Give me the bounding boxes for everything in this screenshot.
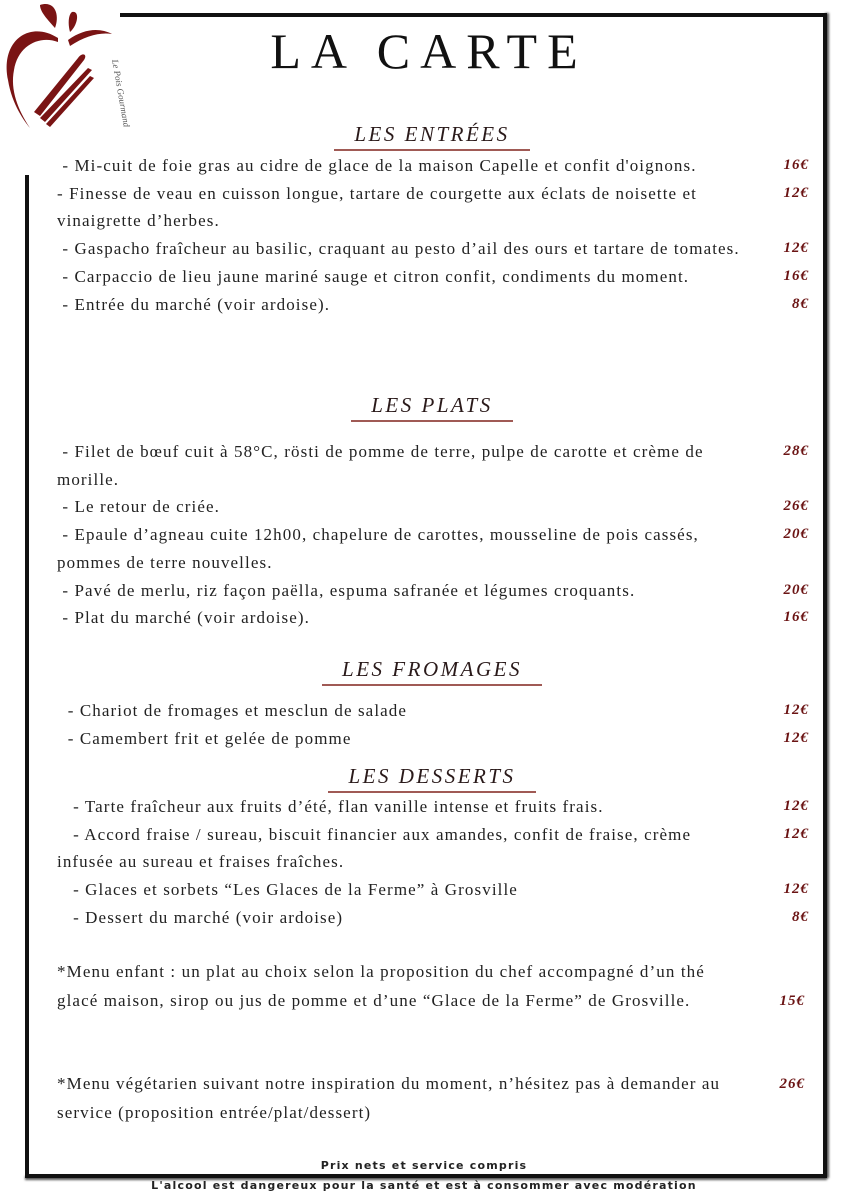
page-title: LA CARTE (270, 23, 588, 79)
menu-item (57, 521, 809, 576)
menu-item (57, 697, 809, 725)
section-heading: LES PLATS (351, 393, 513, 422)
frame-border-right (823, 13, 827, 1178)
menu-item (57, 876, 809, 904)
menu-item-text: - Camembert frit et gelée de pomme (57, 728, 352, 748)
section-heading-fromages (57, 657, 807, 686)
section-heading: LES FROMAGES (322, 657, 542, 686)
footer-prices-note: Prix nets et service compris (320, 1159, 528, 1172)
section-heading-entrees (57, 122, 807, 151)
menu-item-price: 8€ (792, 295, 809, 312)
frame-border-left (25, 175, 29, 1178)
section-heading-desserts (57, 764, 807, 793)
menu-item (57, 793, 809, 821)
menu-item-price: 12€ (783, 240, 809, 257)
section-heading: LES DESSERTS (328, 764, 535, 793)
menu-item-text: - Filet de bœuf cuit à 58°C, rösti de pomme de terre, pulpe de carotte et crème de morille. (57, 442, 709, 489)
menu-item-price: 20€ (783, 581, 809, 598)
menu-item-text: - Accord fraise / sureau, biscuit financier aux amandes, confit de fraise, crème infusée au sureau et fraises fraîches. (57, 824, 697, 872)
menu-item (57, 152, 809, 180)
menu-item-price: 12€ (783, 881, 809, 898)
note-text: *Menu enfant : un plat au choix selon la proposition du chef accompagné d’un thé glacé maison, sirop ou jus de pomme et d’une “Glace de la Ferme” de Grosville. (57, 962, 705, 1010)
menu-item-text: - Gaspacho fraîcheur au basilic, craquant au pesto d’ail des ours et tartare de tomates. (57, 239, 740, 259)
section-items-desserts (57, 793, 807, 932)
menu-item-text: - Glaces et sorbets “Les Glaces de la Ferme” à Grosville (57, 880, 518, 900)
frame-border-bottom (25, 1174, 827, 1178)
menu-item (57, 235, 809, 263)
menu-item-price: 28€ (783, 443, 809, 459)
menu-item-text: - Plat du marché (voir ardoise). (57, 608, 310, 628)
menu-item (57, 493, 809, 521)
menu-item-price: 26€ (783, 498, 809, 515)
menu-item-price: 12€ (783, 729, 809, 746)
section-items-fromages (57, 697, 807, 752)
menu-item (57, 821, 809, 876)
menu-item-text: - Entrée du marché (voir ardoise). (57, 294, 331, 314)
menu-item-text: - Le retour de criée. (57, 497, 220, 517)
menu-item-text: - Tarte fraîcheur aux fruits d’été, flan vanille intense et fruits frais. (57, 797, 604, 816)
menu-item-price: 16€ (783, 609, 809, 626)
menu-item (57, 577, 809, 605)
section-items-plats (57, 438, 807, 632)
section-heading-plats (57, 393, 807, 422)
menu-item (57, 725, 809, 753)
menu-item-text: - Pavé de merlu, riz façon paëlla, espuma safranée et légumes croquants. (57, 580, 636, 600)
menu-item-price: 12€ (783, 184, 809, 201)
menu-item-price: 16€ (783, 157, 809, 173)
menu-item (57, 904, 809, 932)
menu-item-price: 8€ (792, 908, 809, 925)
menu-item-text: - Carpaccio de lieu jaune mariné sauge et citron confit, condiments du moment. (57, 266, 690, 286)
section-heading: LES ENTRÉES (334, 122, 529, 151)
menu-item-text: - Dessert du marché (voir ardoise) (57, 907, 344, 927)
logo-text: Le Pois Gourmand (110, 58, 132, 128)
note-price: 15€ (779, 992, 805, 1009)
menu-item-text: - Epaule d’agneau cuite 12h00, chapelure de carottes, mousseline de pois cassés, pommes de terre nouvelles. (57, 525, 705, 572)
menu-item-price: 12€ (783, 825, 809, 842)
footer-alcohol-warning: L'alcool est dangereux pour la santé et est à consommer avec modération (151, 1179, 697, 1192)
note-text: *Menu végétarien suivant notre inspiration du moment, n’hésitez pas à demander au service (proposition entrée/plat/dessert) (57, 1074, 721, 1122)
menu-item-price: 16€ (783, 267, 809, 284)
frame-border-top (120, 13, 827, 17)
menu-item-price: 20€ (783, 526, 809, 543)
menu-item-price: 12€ (783, 798, 809, 814)
menu-item (57, 438, 809, 493)
menu-item (57, 291, 809, 319)
section-items-entrees (57, 152, 807, 318)
note-price: 26€ (779, 1076, 805, 1092)
menu-item-text: - Chariot de fromages et mesclun de salade (57, 701, 408, 720)
menu-item-text: - Mi-cuit de foie gras au cidre de glace de la maison Capelle et confit d'oignons. (57, 156, 697, 175)
menu-item (57, 263, 809, 291)
vegetarian-menu-note (57, 1070, 805, 1127)
kids-menu-note (57, 958, 805, 1015)
menu-item-text: - Finesse de veau en cuisson longue, tartare de courgette aux éclats de noisette et vinaigrette d’herbes. (57, 183, 703, 231)
menu-item-price: 12€ (783, 702, 809, 718)
menu-item (57, 604, 809, 632)
menu-item (57, 180, 809, 235)
